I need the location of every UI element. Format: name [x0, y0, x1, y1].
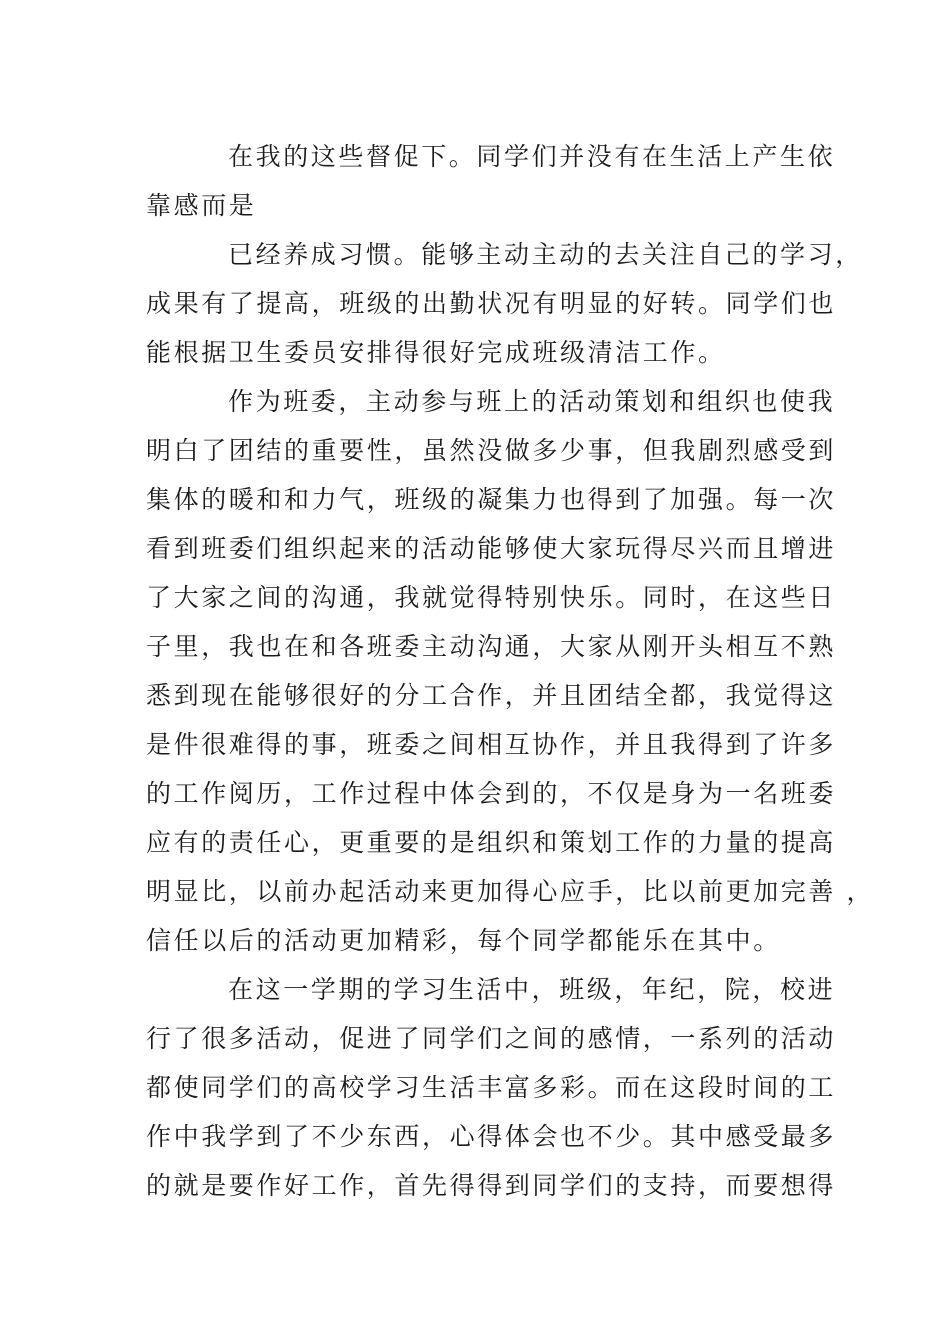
text-line: 的工作阅历，工作过程中体会到的，不仅是身为一名班委 — [146, 779, 837, 808]
text-line: 悉到现在能够很好的分工合作，并且团结全都，我觉得这 — [146, 681, 837, 710]
text-line: 了大家之间的沟通，我就觉得特别快乐。同时，在这些日 — [146, 583, 837, 612]
text-line: 在我的这些督促下。同学们并没有在生活上产生依 — [228, 142, 836, 171]
text-line: 能根据卫生委员安排得很好完成班级清洁工作。 — [146, 338, 726, 367]
text-line: 都使同学们的高校学习生活丰富多彩。而在这段时间的工 — [146, 1073, 837, 1102]
text-line: 作为班委，主动参与班上的活动策划和组织也使我 — [228, 387, 836, 416]
text-line: 集体的暖和和力气，班级的凝集力也得到了加强。每一次 — [146, 485, 837, 514]
text-line: 已经养成习惯。能够主动主动的去关注自己的学习， — [228, 240, 863, 269]
text-line: 是件很难得的事，班委之间相互协作，并且我得到了许多 — [146, 730, 837, 759]
text-line: 明白了团结的重要性，虽然没做多少事，但我剧烈感受到 — [146, 436, 837, 465]
text-line: 的就是要作好工作，首先得得到同学们的支持，而要想得 — [146, 1171, 837, 1200]
text-line: 作中我学到了不少东西，心得体会也不少。其中感受最多 — [146, 1122, 837, 1151]
text-line: 信任以后的活动更加精彩，每个同学都能乐在其中。 — [146, 926, 781, 955]
text-line: 行了很多活动，促进了同学们之间的感情，一系列的活动 — [146, 1024, 837, 1053]
text-line: 在这一学期的学习生活中，班级，年纪，院，校进 — [228, 975, 836, 1004]
text-line: 看到班委们组织起来的活动能够使大家玩得尽兴而且增进 — [146, 534, 837, 563]
text-line: 明显比，以前办起活动来更加得心应手，比以前更加完善 ， — [146, 877, 875, 906]
text-line: 应有的责任心，更重要的是组织和策划工作的力量的提高 — [146, 828, 837, 857]
text-line: 子里，我也在和各班委主动沟通，大家从刚开头相互不熟 — [146, 632, 837, 661]
text-line: 靠感而是 — [146, 191, 257, 220]
text-line: 成果有了提高，班级的出勤状况有明显的好转。同学们也 — [146, 289, 837, 318]
body-text — [146, 132, 875, 1210]
